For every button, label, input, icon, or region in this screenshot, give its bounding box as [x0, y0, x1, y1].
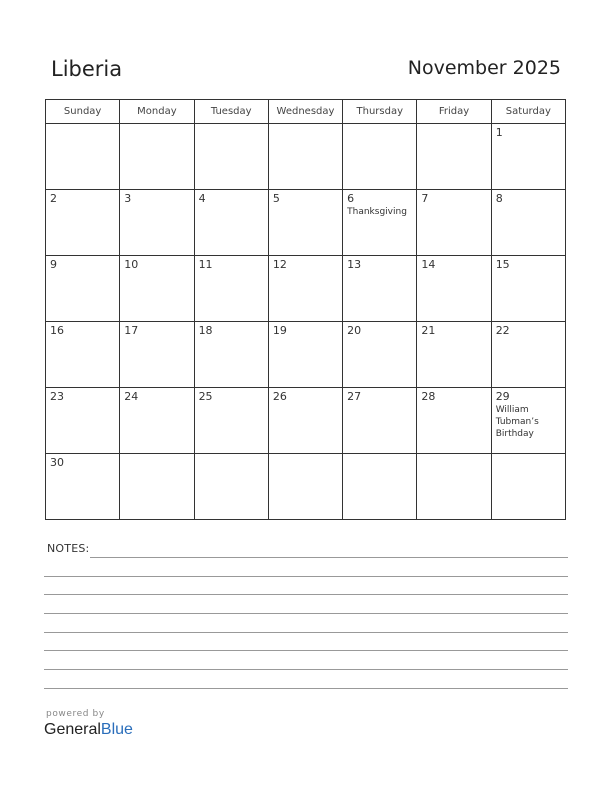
- notes-line: [90, 557, 568, 558]
- notes-line: [44, 613, 568, 614]
- brand-logo[interactable]: [44, 721, 133, 739]
- day-number: 27: [347, 390, 362, 403]
- day-number: 4: [198, 192, 206, 205]
- day-number: 16: [50, 324, 64, 337]
- day-number: 2: [50, 192, 57, 205]
- day-cell[interactable]: [268, 322, 342, 388]
- day-cell[interactable]: [417, 388, 491, 454]
- day-cell[interactable]: [46, 190, 120, 256]
- day-cell[interactable]: [417, 322, 491, 388]
- weekday-header-row: [46, 100, 566, 124]
- day-cell[interactable]: [343, 388, 417, 454]
- day-number: 12: [272, 258, 287, 271]
- weekday-header: Sunday: [46, 100, 120, 124]
- day-cell[interactable]: [268, 256, 342, 322]
- day-number: 15: [495, 258, 510, 271]
- day-cell[interactable]: [268, 454, 342, 520]
- day-number: 9: [50, 258, 57, 271]
- day-cell[interactable]: [343, 124, 417, 190]
- day-number: 18: [198, 324, 213, 337]
- weekday-header: Saturday: [491, 100, 565, 124]
- day-cell[interactable]: [343, 256, 417, 322]
- day-cell[interactable]: [491, 190, 565, 256]
- day-number: 1: [495, 126, 503, 139]
- day-cell[interactable]: [343, 322, 417, 388]
- month-year-title: November 2025: [407, 57, 561, 79]
- day-cell[interactable]: [120, 388, 194, 454]
- day-number: 22: [495, 324, 510, 337]
- notes-line: [44, 669, 568, 670]
- day-number: 23: [50, 390, 64, 403]
- day-cell[interactable]: [343, 454, 417, 520]
- day-number: 8: [495, 192, 503, 205]
- notes-line: [44, 576, 568, 577]
- week-row: [46, 322, 566, 388]
- day-cell[interactable]: [268, 124, 342, 190]
- day-cell[interactable]: [491, 388, 565, 454]
- weekday-header: Thursday: [343, 100, 417, 124]
- day-cell[interactable]: [417, 454, 491, 520]
- powered-by-text: powered by: [46, 709, 105, 719]
- day-number: 10: [124, 258, 139, 271]
- day-cell[interactable]: [46, 454, 120, 520]
- day-cell[interactable]: [194, 124, 268, 190]
- day-cell[interactable]: [194, 190, 268, 256]
- day-number: 24: [124, 390, 139, 403]
- calendar-grid: [45, 99, 566, 520]
- day-cell[interactable]: [417, 190, 491, 256]
- notes-line: [44, 594, 568, 595]
- week-row: [46, 124, 566, 190]
- day-cell[interactable]: [491, 256, 565, 322]
- day-cell[interactable]: [194, 256, 268, 322]
- day-cell[interactable]: [417, 256, 491, 322]
- day-number: 17: [124, 324, 139, 337]
- day-cell[interactable]: [46, 124, 120, 190]
- weekday-header: Monday: [120, 100, 194, 124]
- week-row: [46, 388, 566, 454]
- day-cell[interactable]: [120, 124, 194, 190]
- notes-line: [44, 688, 568, 689]
- day-number: 26: [272, 390, 287, 403]
- notes-line: [44, 632, 568, 633]
- brand-general: General: [44, 721, 101, 738]
- day-number: 21: [421, 324, 436, 337]
- day-number: 5: [272, 192, 280, 205]
- day-cell[interactable]: [120, 256, 194, 322]
- week-row: [46, 190, 566, 256]
- day-number: 11: [198, 258, 213, 271]
- day-cell[interactable]: [46, 256, 120, 322]
- country-title: Liberia: [51, 57, 123, 81]
- day-number: 29: [495, 390, 510, 403]
- day-cell[interactable]: [46, 388, 120, 454]
- day-cell[interactable]: [417, 124, 491, 190]
- notes-label: NOTES:: [47, 542, 90, 555]
- day-number: 14: [421, 258, 436, 271]
- day-number: 28: [421, 390, 436, 403]
- day-cell[interactable]: [194, 388, 268, 454]
- week-row: [46, 454, 566, 520]
- day-cell[interactable]: [194, 322, 268, 388]
- day-cell[interactable]: [268, 388, 342, 454]
- day-cell[interactable]: [491, 124, 565, 190]
- brand-blue: Blue: [100, 721, 133, 738]
- day-number: 25: [198, 390, 213, 403]
- day-number: 7: [421, 192, 429, 205]
- day-number: 3: [124, 192, 132, 205]
- day-cell[interactable]: [120, 190, 194, 256]
- weekday-header: Friday: [417, 100, 491, 124]
- week-row: [46, 256, 566, 322]
- weekday-header: Tuesday: [194, 100, 268, 124]
- day-number: 6: [347, 192, 355, 205]
- day-cell[interactable]: [46, 322, 120, 388]
- day-cell[interactable]: [491, 322, 565, 388]
- day-number: 19: [272, 324, 287, 337]
- day-cell[interactable]: [120, 454, 194, 520]
- holiday-label: Thanksgiving: [347, 207, 407, 217]
- day-number: 20: [347, 324, 362, 337]
- holiday-label: William Tubman’s Birthday: [495, 405, 539, 439]
- day-cell[interactable]: [194, 454, 268, 520]
- day-cell[interactable]: [120, 322, 194, 388]
- notes-line: [44, 650, 568, 651]
- day-number: 30: [50, 456, 64, 469]
- day-cell[interactable]: [343, 190, 417, 256]
- day-cell[interactable]: [268, 190, 342, 256]
- weekday-header: Wednesday: [268, 100, 342, 124]
- day-number: 13: [347, 258, 362, 271]
- day-cell[interactable]: [491, 454, 565, 520]
